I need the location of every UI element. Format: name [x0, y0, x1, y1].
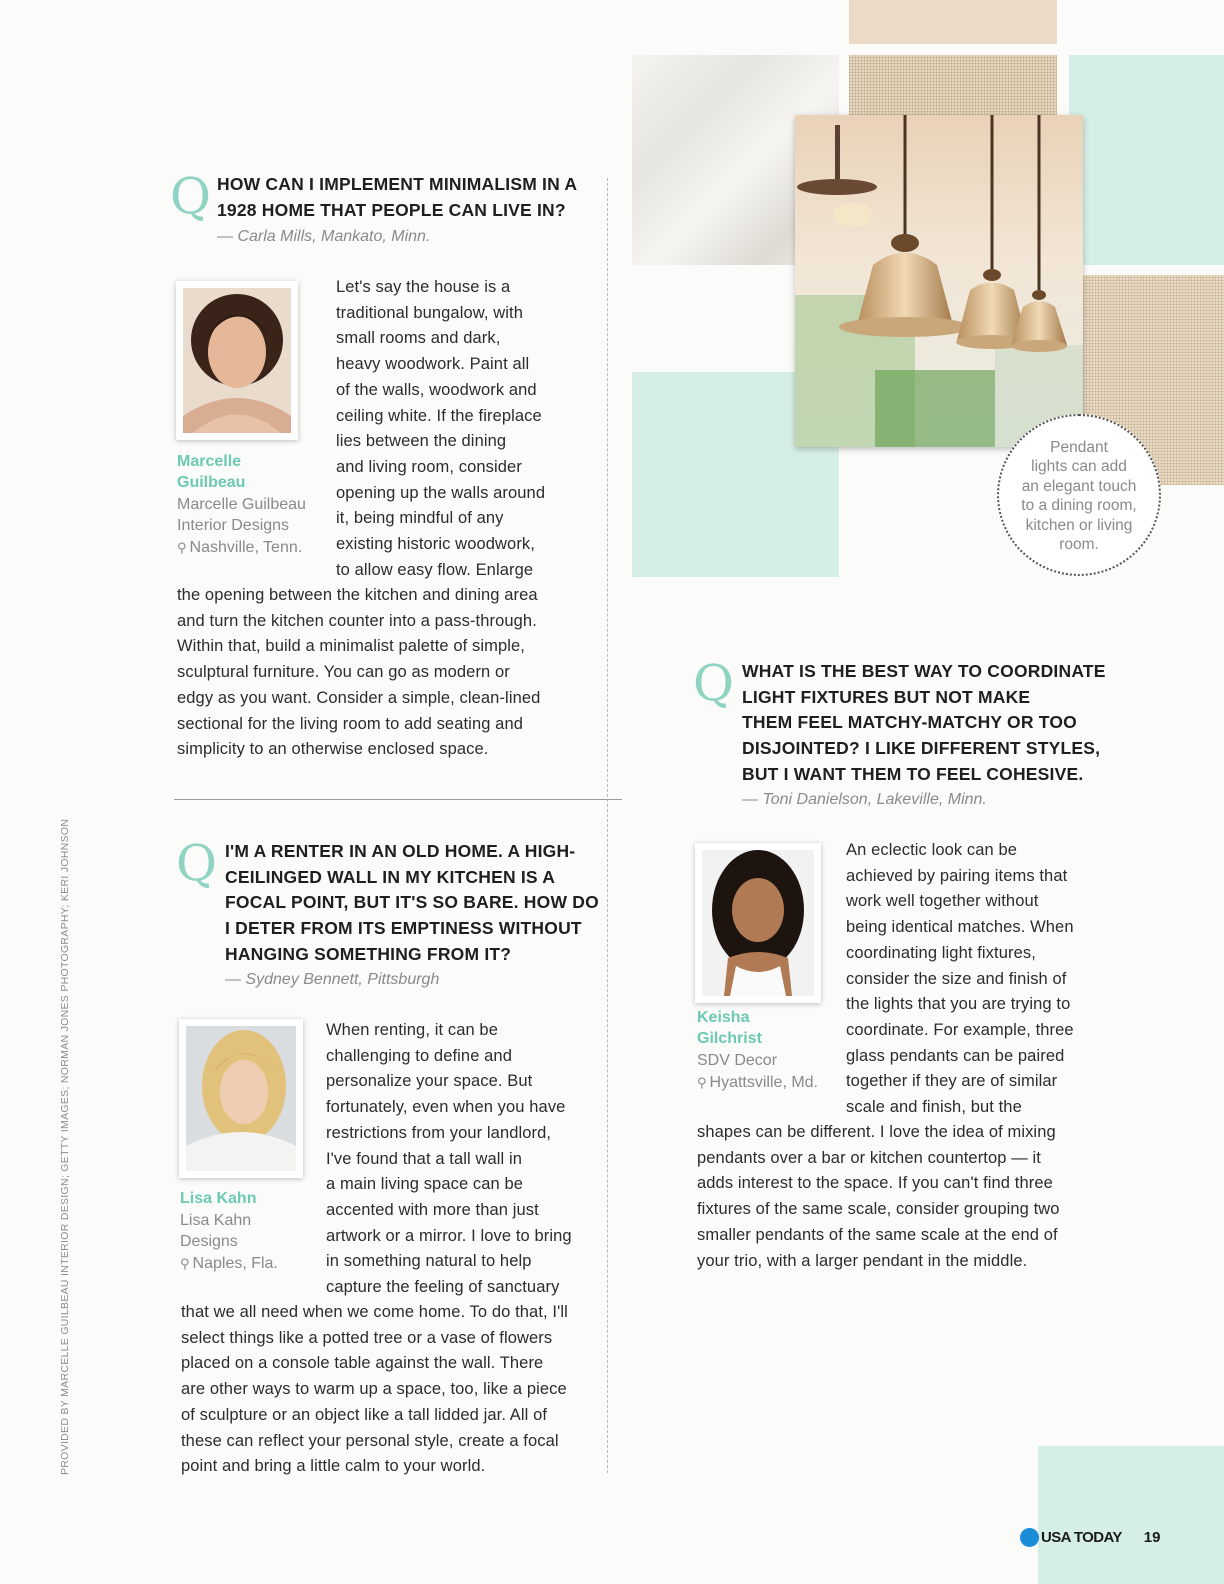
expert-business: SDV Decor — [697, 1052, 778, 1069]
answer-text-continued: that we all need when we come home. To do that, I'll select things like a potted tree or a vase of flowers placed on a console table against the wall. There are other ways to warm up a space, too, like a piece of sculpture or an object like a tall lidded jar. All of these can reflect your personal style, create a focal point and bring a little calm to your world. — [181, 1303, 568, 1476]
page-number: 19 — [1143, 1528, 1161, 1546]
pendant-lights-photo — [795, 115, 1083, 447]
answer-text: When renting, it can be challenging to define and personalize your space. But fortunately, even when you have restrictions from your landlord, I've found that a tall wall in a main living space can be accented with more than just artwork or a mirror. I love to bring in something natural to help capture the feeling of sanctuary — [326, 1021, 572, 1297]
collage-linen-top — [849, 55, 1057, 115]
portrait-illustration — [183, 288, 291, 433]
expert-location: ⚲ Naples, Fla. — [180, 1255, 278, 1272]
footer-mint-block — [1038, 1446, 1224, 1584]
section-divider — [174, 799, 622, 800]
expert-location: ⚲ Hyattsville, Md. — [697, 1074, 818, 1091]
expert-business: Marcelle Guilbeau Interior Designs — [177, 496, 306, 534]
publication-name: USA TODAY — [1041, 1528, 1122, 1546]
location-pin-icon: ⚲ — [180, 1256, 190, 1271]
answer-text-continued: the opening between the kitchen and dining area and turn the kitchen counter into a pass-through. Within that, build a minimalist palette of simple, sculptural furniture. You can go as modern or edgy as you want. Consider a simple, clean-lined sectional for the living room to add seating and simplicity to an otherwise enclosed space. — [177, 586, 541, 759]
answer-text: An eclectic look can be achieved by pairing items that work well together without being identical matches. When coordinating light fixtures, consider the size and finish of the lights that you are trying to coordinate. For example, three glass pendants can be paired together if they are of similar scale and finish, but the — [846, 841, 1074, 1117]
usa-today-dot-icon — [1020, 1528, 1039, 1547]
expert-photo-keisha — [695, 843, 821, 1003]
question-heading: I'M A RENTER IN AN OLD HOME. A HIGH- CEILINGED WALL IN MY KITCHEN IS A FOCAL POINT, BUT IT'S SO BARE. HOW DO I DETER FROM ITS EMPTINESS WITHOUT HANGING SOMETHING FROM IT? — [225, 841, 599, 964]
expert-business: Lisa Kahn Designs — [180, 1212, 252, 1250]
expert-location: ⚲ Nashville, Tenn. — [177, 539, 303, 556]
expert-photo-lisa — [179, 1019, 303, 1178]
photo-credit: PROVIDED BY MARCELLE GUILBEAU INTERIOR DESIGN; GETTY IMAGES; NORMAN JONES PHOTOGRAPHY; KERI JOHNSON — [59, 818, 71, 1475]
expert-name: Marcelle Guilbeau — [177, 453, 246, 491]
expert-photo-marcelle — [176, 281, 298, 440]
footer — [1020, 1525, 1160, 1549]
photo-caption-circle — [997, 414, 1161, 576]
portrait-illustration — [186, 1026, 296, 1171]
answer-text: Let's say the house is a traditional bungalow, with small rooms and dark, heavy woodwork. Paint all of the walls, woodwork and ceiling white. If the fireplace lies between the dining and living room, consider opening up the walls around it, being mindful of any existing historic woodwork, to allow easy flow. Enlarge — [336, 278, 546, 579]
answer-text-continued: shapes can be different. I love the idea of mixing pendants over a bar or kitchen countertop — it adds interest to the space. If you can't find three fixtures of the same scale, consider grouping two smaller pendants of the same scale at the end of your trio, with a larger pendant in the middle. — [697, 1123, 1060, 1270]
photo-caption: Pendant lights can add an elegant touch to a dining room, kitchen or living room. — [1021, 439, 1137, 554]
collage-mint-right — [1069, 55, 1224, 265]
question-heading: WHAT IS THE BEST WAY TO COORDINATE LIGHT FIXTURES BUT NOT MAKE THEM FEEL MATCHY-MATCHY OR TOO DISJOINTED? I LIKE DIFFERENT STYLES, BUT I WANT THEM TO FEEL COHESIVE. — [742, 661, 1106, 784]
question-asker: — Carla Mills, Mankato, Minn. — [217, 228, 431, 245]
portrait-illustration — [702, 850, 814, 996]
q-mark: Q — [176, 834, 217, 892]
location-pin-icon: ⚲ — [697, 1075, 707, 1090]
expert-name: Keisha Gilchrist — [697, 1009, 762, 1047]
q-mark: Q — [693, 654, 734, 712]
q-mark: Q — [170, 167, 211, 225]
question-asker: — Toni Danielson, Lakeville, Minn. — [742, 791, 987, 808]
question-asker: — Sydney Bennett, Pittsburgh — [225, 971, 440, 988]
column-divider — [607, 178, 608, 1473]
collage-swatch-top — [849, 0, 1057, 44]
pendant-lights-illustration — [795, 115, 1083, 447]
location-pin-icon: ⚲ — [177, 540, 187, 555]
expert-name: Lisa Kahn — [180, 1190, 257, 1207]
question-heading: HOW CAN I IMPLEMENT MINIMALISM IN A 1928 HOME THAT PEOPLE CAN LIVE IN? — [217, 174, 578, 220]
